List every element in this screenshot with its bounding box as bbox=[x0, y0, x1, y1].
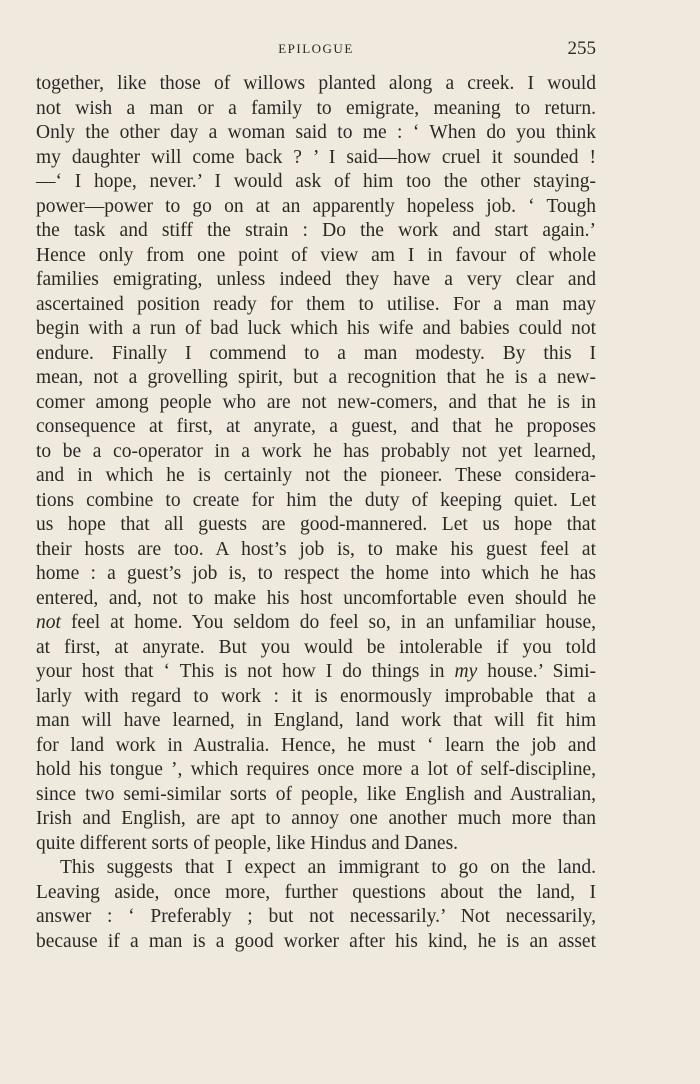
text-line: larly with regard to work : it is enormously improbable that a bbox=[36, 685, 596, 707]
text-line: us hope that all guests are good-mannered. Let us hope that bbox=[36, 514, 596, 535]
text-line: power—power to go on at an apparently hopeless job. ‘ Tough bbox=[36, 195, 596, 217]
text-line: ascertained position ready for them to utilise. For a man may bbox=[36, 293, 596, 315]
text-line bbox=[36, 660, 596, 685]
text-line: mean, not a grovelling spirit, but a recognition that he is a new- bbox=[36, 367, 596, 388]
text-line: answer : ‘ Preferably ; but not necessarily.’ Not necessarily, bbox=[36, 906, 596, 927]
text-line: entered, and, not to make his host uncomfortable even should he bbox=[36, 587, 596, 609]
text-line: their hosts are too. A host’s job is, to make his guest feel at bbox=[36, 538, 596, 560]
text-line: my daughter will come back ? ’ I said—how cruel it sounded ! bbox=[36, 146, 596, 168]
text-line: comer among people who are not new-comers, and that he is in bbox=[36, 391, 596, 413]
text-line: Hence only from one point of view am I in favour of whole bbox=[36, 244, 596, 266]
text-line: at first, at anyrate. But you would be intolerable if you told bbox=[36, 636, 596, 658]
text-line: tions combine to create for him the duty of keeping quiet. Let bbox=[36, 489, 596, 511]
text-line: home : a guest’s job is, to respect the home into which he has bbox=[36, 563, 596, 584]
text-line: not wish a man or a family to emigrate, meaning to return. bbox=[36, 97, 596, 119]
emphasis-word: my bbox=[454, 661, 478, 682]
page-header bbox=[36, 38, 596, 60]
text-line: to be a co-operator in a work he has probably not yet learned, bbox=[36, 440, 596, 462]
text-line: Only the other day a woman said to me : ‘ When do you think bbox=[36, 122, 596, 143]
text-line: man will have learned, in England, land work that will fit him bbox=[36, 710, 596, 731]
text-line: Leaving aside, once more, further questions about the land, I bbox=[36, 881, 596, 903]
text-line: endure. Finally I commend to a man modesty. By this I bbox=[36, 342, 596, 364]
text-line: families emigrating, unless indeed they have a very clear and bbox=[36, 269, 596, 290]
body-text bbox=[36, 72, 596, 954]
emphasis-word: not bbox=[36, 612, 61, 633]
text-span: house.’ Simi- bbox=[477, 661, 596, 682]
text-line: begin with a run of bad luck which his wife and babies could not bbox=[36, 318, 596, 339]
text-line: the task and stiff the strain : Do the work and start again.’ bbox=[36, 220, 596, 241]
text-line: because if a man is a good worker after his kind, he is an asset bbox=[36, 930, 596, 952]
text-line: for land work in Australia. Hence, he must ‘ learn the job and bbox=[36, 734, 596, 756]
running-head: EPILOGUE bbox=[278, 41, 354, 56]
text-line: together, like those of willows planted along a creek. I would bbox=[36, 73, 596, 94]
text-line: quite different sorts of people, like Hindus and Danes. bbox=[36, 832, 459, 854]
text-line bbox=[36, 611, 596, 636]
text-span: your host that ‘ This is not how I do things in bbox=[36, 661, 455, 682]
page-number: 255 bbox=[567, 38, 596, 59]
text-line: hold his tongue ’, which requires once more a lot of self-discipline, bbox=[36, 759, 596, 780]
text-line: —‘ I hope, never.’ I would ask of him too the other staying- bbox=[36, 171, 596, 192]
text-line: This suggests that I expect an immigrant to go on the land. bbox=[60, 857, 596, 878]
text-line: Irish and English, are apt to annoy one another much more than bbox=[36, 808, 596, 829]
text-line: and in which he is certainly not the pioneer. These considera- bbox=[36, 465, 596, 486]
text-span: feel at home. You seldom do feel so, in an unfamiliar house, bbox=[60, 612, 596, 633]
text-line: consequence at first, at anyrate, a guest, and that he proposes bbox=[36, 416, 596, 437]
text-line: since two semi-similar sorts of people, like English and Australian, bbox=[36, 783, 596, 805]
